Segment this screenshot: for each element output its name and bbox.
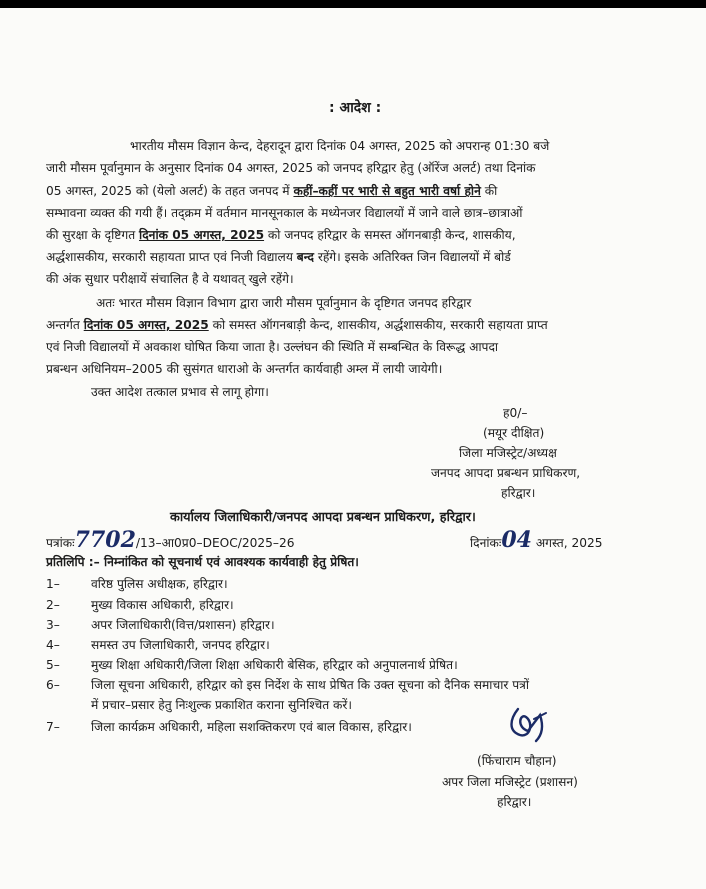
para1-line3-text: 05 अगस्त, 2025 को (येलो अलर्ट) के तहत जनपद में xyxy=(46,184,294,198)
signatory2-name: (फिंचाराम चौहान) xyxy=(477,754,557,768)
handwritten-signature xyxy=(500,701,560,751)
signed-mark: ह0/– xyxy=(503,406,528,420)
para2-line3: एवं निजी विद्यालयों में अवकाश घोषित किया जाता है। उल्लंघन की स्थिति में सम्बन्धित के विरूद्ध आपदा xyxy=(46,340,499,354)
signatory1-designation: जिला मजिस्ट्रेट/अध्यक्ष xyxy=(459,446,557,460)
para1-line1: भारतीय मौसम विज्ञान केन्द, देहरादून द्वारा दिनांक 04 अगस्त, 2025 को अपरान्ह 01:30 बजे xyxy=(130,139,550,153)
copy-item-6-num: 6– xyxy=(46,678,60,692)
copy-item-4-text: समस्त उप जिलाधिकारी, जनपद हरिद्वार। xyxy=(91,638,270,652)
signatory2-designation: अपर जिला मजिस्ट्रेट (प्रशासन) xyxy=(442,775,578,789)
para1-line6-end: रहेंगे। इसके अतिरिक्त जिन विद्यालयों में बोर्ड xyxy=(313,250,511,264)
copy-item-5-num: 5– xyxy=(46,658,60,672)
para1-line5-end: को जनपद हरिद्वार के समस्त ऑगनबाड़ी केन्द, शासकीय, xyxy=(264,228,516,242)
patrank-label: पत्रांकः xyxy=(46,536,75,550)
document-page xyxy=(0,8,706,889)
patrank-rest: /13–आ0प्र0–DEOC/2025–26 xyxy=(135,536,295,550)
date-rest: अगस्त, 2025 xyxy=(535,536,603,550)
copy-item-2-text: मुख्य विकास अधिकारी, हरिद्वार। xyxy=(91,598,234,612)
para1-line6-text: अर्द्धशासकीय, सरकारी सहायता प्राप्त एवं निजी विद्यालय xyxy=(46,250,297,264)
copy-item-1-text: वरिष्ठ पुलिस अधीक्षक, हरिद्वार। xyxy=(91,577,228,591)
date-emphasis-1: दिनांक 05 अगस्त, 2025 xyxy=(139,228,265,242)
signatory1-place: हरिद्वार। xyxy=(501,486,536,500)
patrank-handwritten: 7702 xyxy=(74,527,136,553)
copy-item-4-num: 4– xyxy=(46,638,60,652)
para1-line7: की अंक सुधार परीक्षायें संचालित है वे यथावत् खुले रहेंगे। xyxy=(46,272,294,286)
copy-item-6-text-cont: में प्रचार–प्रसार हेतु निःशुल्क प्रकाशित कराना सुनिश्चित करें। xyxy=(91,698,352,712)
closed-emphasis: बन्द xyxy=(296,250,314,264)
copy-item-1-num: 1– xyxy=(46,577,60,591)
office-header: कार्यालय जिलाधिकारी/जनपद आपदा प्रबन्धन प्राधिकरण, हरिद्वार। xyxy=(170,510,476,525)
date-emphasis-2: दिनांक 05 अगस्त, 2025 xyxy=(83,318,209,332)
heavy-rain-emphasis: कहीं–कहीं पर भारी से बहुत भारी वर्षा होने xyxy=(293,184,481,198)
para2-line1: अतः भारत मौसम विज्ञान विभाग द्वारा जारी मौसम पूर्वानुमान के दृष्टिगत जनपद हरिद्वार xyxy=(96,296,472,310)
signatory2-place: हरिद्वार। xyxy=(497,795,532,809)
top-bar xyxy=(0,0,706,8)
para1-line3 xyxy=(46,183,497,199)
signatory1-office: जनपद आपदा प्रबन्धन प्राधिकरण, xyxy=(431,466,581,480)
para1-line4: सम्भावना व्यक्त की गयी हैं। तद्क्रम में वर्तमान मानसूनकाल के मध्येनजर विद्यालयों में जाने वाले छात्र–छात्राओं xyxy=(46,206,523,220)
para1-line6 xyxy=(46,249,511,265)
copy-item-3-text: अपर जिलाधिकारी(वित्त/प्रशासन) हरिद्वार। xyxy=(91,618,275,632)
signatory1-name: (मयूर दीक्षित) xyxy=(483,426,545,440)
para3: उक्त आदेश तत्काल प्रभाव से लागू होगा। xyxy=(91,385,269,399)
document-title: : आदेश : xyxy=(329,100,382,116)
copy-item-6-text: जिला सूचना अधिकारी, हरिद्वार को इस निर्देश के साथ प्रेषित कि उक्त सूचना को दैनिक समाचार पत्रों xyxy=(91,678,530,692)
reference-line xyxy=(46,527,295,553)
para1-line5-text: की सुरक्षा के दृष्टिगत xyxy=(46,228,140,242)
para1-line2: जारी मौसम पूर्वानुमान के अनुसार दिनांक 04 अगस्त, 2025 को जनपद हरिद्वार हेतु (ऑरेंज अलर्ट) तथा दिनांक xyxy=(46,161,536,175)
para2-line2-end: को समस्त ऑगनबाड़ी केन्द, शासकीय, अर्द्धशासकीय, सरकारी सहायता प्राप्त xyxy=(208,318,548,332)
para2-line2-text: अन्तर्गत xyxy=(46,318,84,332)
date-line xyxy=(470,527,603,553)
para1-line5 xyxy=(46,227,516,243)
para2-line2 xyxy=(46,317,548,333)
para1-line3-end: की xyxy=(480,184,498,198)
copy-heading: प्रतिलिपि :– निम्नांकित को सूचनार्थ एवं आवश्यक कार्यवाही हेतु प्रेषित। xyxy=(46,555,359,569)
copy-item-5-text: मुख्य शिक्षा अधिकारी/जिला शिक्षा अधिकारी बेसिक, हरिद्वार को अनुपालनार्थ प्रेषित। xyxy=(91,658,458,672)
copy-item-7-text: जिला कार्यक्रम अधिकारी, महिला सशक्तिकरण एवं बाल विकास, हरिद्वार। xyxy=(91,720,412,734)
copy-item-3-num: 3– xyxy=(46,618,60,632)
para2-line4: प्रबन्धन अधिनियम–2005 की सुसंगत धाराओ के अन्तर्गत कार्यवाही अम्ल में लायी जायेगी। xyxy=(46,362,443,376)
date-handwritten: 04 xyxy=(501,527,532,553)
copy-item-2-num: 2– xyxy=(46,598,60,612)
copy-item-7-num: 7– xyxy=(46,720,60,734)
date-label: दिनांकः xyxy=(470,536,502,550)
